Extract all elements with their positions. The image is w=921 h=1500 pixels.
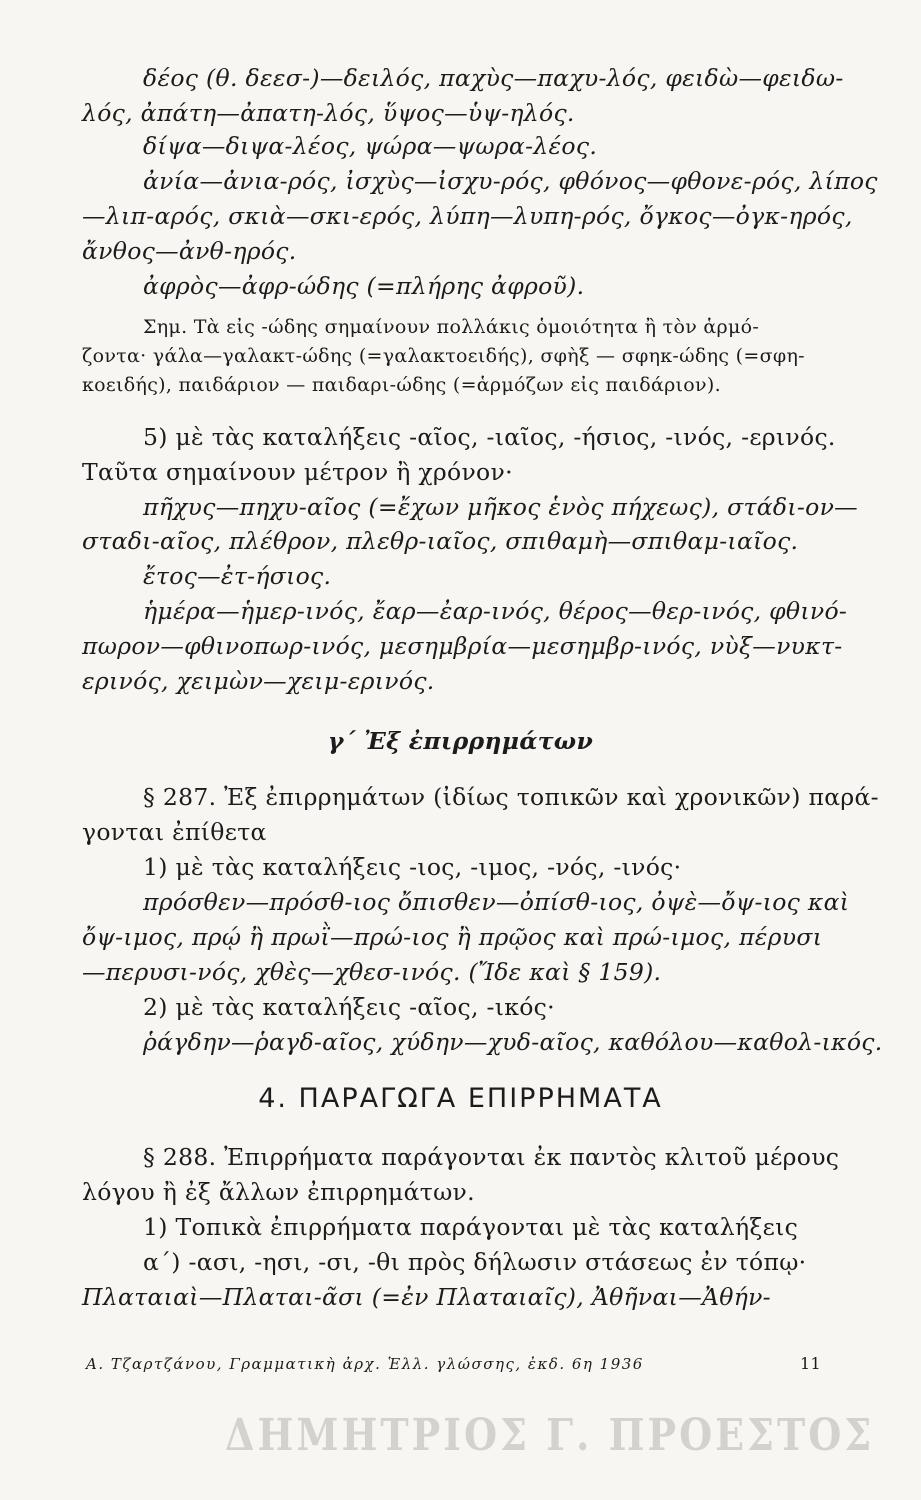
footer-citation: Α. Τζαρτζάνου, Γραμματικὴ ἀρχ. Ἑλλ. γλώσσης, ἐκδ. 6η 1936 [86, 1355, 644, 1373]
text-line: λός, ἀπάτη—ἀπατη-λός, ὕψος—ὑψ-ηλός. [82, 99, 575, 127]
text-line: γονται ἐπίθετα [82, 818, 267, 846]
text-line: 1) Τοπικὰ ἐπιρρήματα παράγονται μὲ τὰς καταλήξεις [143, 1213, 799, 1241]
text-line: πωρον—φθινοπωρ-ινός, μεσημβρία—μεσημβρ-ινός, νὺξ—νυκτ- [82, 632, 843, 660]
text-line: ἀφρὸς—ἀφρ-ώδης (=πλήρης ἀφροῦ). [143, 272, 585, 300]
page-number: 11 [800, 1354, 821, 1373]
text-line: ερινός, χειμὼν—χειμ-ερινός. [82, 667, 435, 695]
text-line: α΄) -ασι, -ησι, -σι, -θι πρὸς δήλωσιν στάσεως ἐν τόπῳ· [143, 1248, 807, 1276]
text-line: ἔτος—ἐτ-ήσιος. [143, 562, 332, 590]
text-line: ἡμέρα—ἡμερ-ινός, ἔαρ—ἐαρ-ινός, θέρος—θερ-ινός, φθινό- [143, 597, 848, 625]
text-line: δέος (θ. δεεσ-)—δειλός, παχὺς—παχυ-λός, φειδὼ—φειδω- [143, 64, 844, 92]
text-line: —λιπ-αρός, σκιὰ—σκι-ερός, λύπη—λυπη-ρός, ὄγκος—ὀγκ-ηρός, [82, 202, 853, 230]
text-line: ῥάγδην—ῥαγδ-αῖος, χύδην—χυδ-αῖος, καθόλου—καθολ-ικός. [143, 1028, 883, 1056]
text-line: ἀνία—ἀνια-ρός, ἰσχὺς—ἰσχυ-ρός, φθόνος—φθονε-ρός, λίπος [143, 167, 878, 195]
text-line: σταδι-αῖος, πλέθρον, πλεθρ-ιαῖος, σπιθαμὴ—σπιθαμ-ιαῖος. [82, 527, 799, 555]
text-line: ἄνθος—ἀνθ-ηρός. [82, 237, 297, 265]
subsection-heading: γ΄ Ἐξ ἐπιρρημάτων [327, 727, 594, 755]
text-line: § 287. Ἐξ ἐπιρρημάτων (ἰδίως τοπικῶν καὶ χρονικῶν) παρά- [143, 783, 879, 811]
library-stamp: ΔΗΜΗΤΡΙΟΣ Γ. ΠΡΟΕΣΤΟΣ [225, 1408, 875, 1461]
section-heading: 4. ΠΑΡΑΓΩΓΑ ΕΠΙΡΡΗΜΑΤΑ [258, 1083, 663, 1114]
text-line: Ταῦτα σημαίνουν μέτρον ἢ χρόνον· [82, 458, 513, 486]
text-line: 1) μὲ τὰς καταλήξεις -ιος, -ιμος, -νός, -ινός· [143, 853, 682, 881]
note-line: ζοντα· γάλα—γαλακτ-ώδης (=γαλακτοειδής), σφὴξ — σφηκ-ώδης (=σφη- [82, 345, 805, 367]
text-line: Πλαταιαὶ—Πλαται-ᾶσι (=ἐν Πλαταιαῖς), Ἀθῆναι—Ἀθήν- [82, 1283, 771, 1311]
note-line: κοειδής), παιδάριον — παιδαρι-ώδης (=ἁρμόζων εἰς παιδάριον). [82, 374, 721, 396]
text-line: λόγου ἢ ἐξ ἄλλων ἐπιρρημάτων. [82, 1178, 475, 1206]
note-line: Σημ. Τὰ εἰς -ώδης σημαίνουν πολλάκις ὁμοιότητα ἢ τὸν ἁρμό- [143, 316, 760, 338]
text-line: 5) μὲ τὰς καταλήξεις -αῖος, -ιαῖος, -ήσιος, -ινός, -ερινός. [143, 423, 836, 451]
text-line: δίψα—διψα-λέος, ψώρα—ψωρα-λέος. [143, 132, 598, 160]
text-line: —περυσι-νός, χθὲς—χθεσ-ινός. (Ἴδε καὶ § 159). [82, 958, 662, 986]
text-line: § 288. Ἐπιρρήματα παράγονται ἐκ παντὸς κλιτοῦ μέρους [143, 1143, 840, 1171]
text-line: ὄψ-ιμος, πρῴ ἢ πρωῒ—πρώ-ιος ἢ πρῷος καὶ πρώ-ιμος, πέρυσι [82, 923, 823, 951]
text-line: 2) μὲ τὰς καταλήξεις -αῖος, -ικός· [143, 993, 555, 1021]
text-line: πρόσθεν—πρόσθ-ιος ὄπισθεν—ὀπίσθ-ιος, ὀψὲ—ὄψ-ιος καὶ [143, 888, 850, 916]
text-line: πῆχυς—πηχυ-αῖος (=ἔχων μῆκος ἑνὸς πήχεως), στάδι-ον— [143, 493, 858, 521]
